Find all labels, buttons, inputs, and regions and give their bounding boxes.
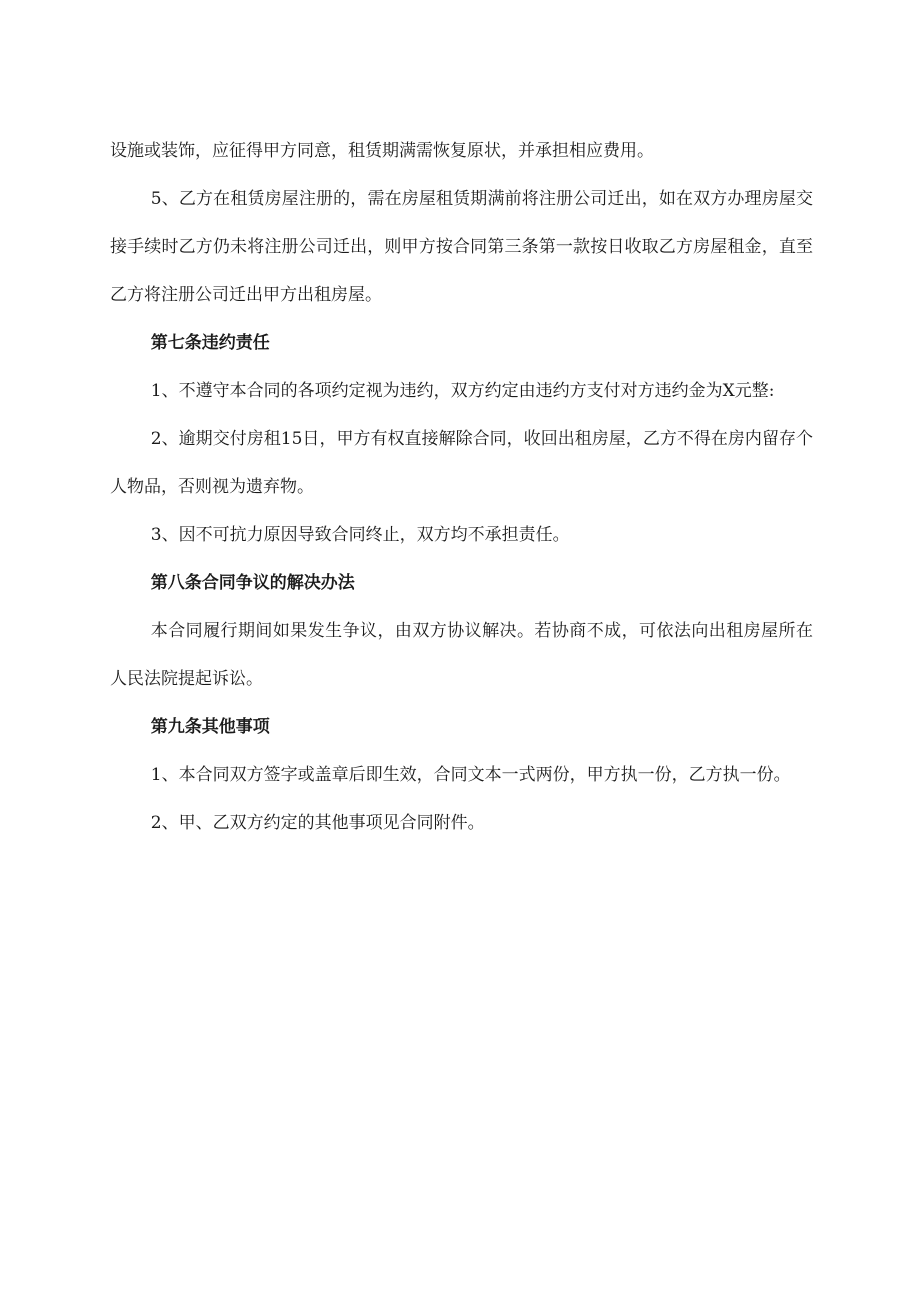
paragraph-7-2: 2、逾期交付房租15日，甲方有权直接解除合同，收回出租房屋，乙方不得在房内留存个人物品，否则视为遗弃物。 bbox=[110, 429, 813, 497]
paragraph-9-1: 1、本合同双方签字或盖章后即生效，合同文本一式两份，甲方执一份，乙方执一份。 bbox=[150, 765, 791, 785]
contract-body bbox=[110, 127, 813, 847]
paragraph-7-1: 1、不遵守本合同的各项约定视为违约，双方约定由违约方支付对方违约金为X元整: bbox=[150, 381, 775, 401]
paragraph-6-5: 5、乙方在租赁房屋注册的，需在房屋租赁期满前将注册公司迁出，如在双方办理房屋交接手续时乙方仍未将注册公司迁出，则甲方按合同第三条第一款按日收取乙方房屋租金，直至乙方将注册公司迁出甲方出租房屋。 bbox=[110, 189, 813, 305]
heading-article-8: 第八条合同争议的解决办法 bbox=[150, 573, 355, 593]
paragraph-8-1: 本合同履行期间如果发生争议，由双方协议解决。若协商不成，可依法向出租房屋所在人民法院提起诉讼。 bbox=[110, 621, 813, 689]
heading-article-7: 第七条违约责任 bbox=[150, 333, 270, 353]
paragraph-continuation: 设施或装饰，应征得甲方同意，租赁期满需恢复原状，并承担相应费用。 bbox=[110, 141, 654, 161]
paragraph-7-3: 3、因不可抗力原因导致合同终止，双方均不承担责任。 bbox=[150, 525, 570, 545]
heading-article-9: 第九条其他事项 bbox=[150, 717, 270, 737]
paragraph-9-2: 2、甲、乙双方约定的其他事项见合同附件。 bbox=[150, 813, 485, 833]
